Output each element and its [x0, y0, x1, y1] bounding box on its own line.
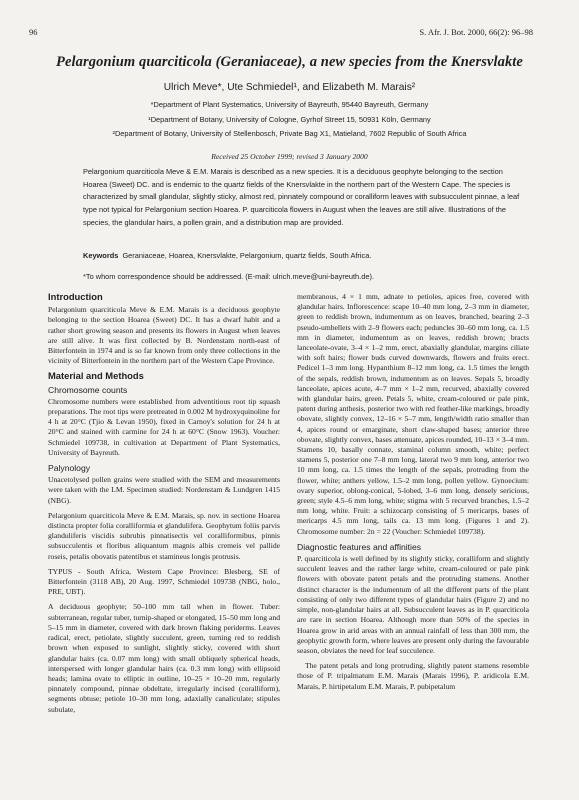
received-dates: Received 25 October 1999; revised 3 January 2000	[211, 152, 368, 161]
diagnostic-heading: Diagnostic features and affinities	[297, 541, 422, 552]
abstract: Pelargonium quarciticola Meve & E.M. Marais is described as a new species. It is a deciduous geophyte belonging to the section Hoarea (Sweet) DC. and is endemic to the quartz fields of the Knersvlakte in the northern part of the Western Cape. The species is characterized by small glandular, slightly sticky, almost red, pinnately compound or coralliform leaves with subsucculent pinnae, a leaf type not typical for Pelargonium section Hoarea. P. quarciticola flowers in August when the leaves are still alive. Illustrations of the species, the glandular hairs, a pollen grain, and a distribution map are provided.	[83, 167, 520, 227]
affiliation-1: *Department of Plant Systematics, University of Bayreuth, 95440 Bayreuth, Germany	[150, 100, 429, 109]
description-continued: membranous, 4 × 1 mm, adnate to petioles, apices free, covered with glandular hairs. Inflorescence: scape 10–40 mm long, 2–3 mm in diameter, green to reddish brown, indumentum as on leaves, branched, bearing 2–3 pseudo-umbellets with 2–9 flowers each; peduncles 30–60 mm long, ca. 1.5 mm in diameter, indumentum as on leaves, reddish brown; bracts lanceolate-ovate, 3–4 × 1–2 mm, erect, abaxially glandular, margins ciliate with soft hairs; flower buds curved downwards, flowers and fruits erect. Pedicel 1–3 mm long. Hypanthium 8–12 mm long, ca. 1.5 times the length of the sepals, reddish brown, indumentum as on leaves. Sepals 5, broadly lanceolate, apices acute, 4–7 mm × 1–2 mm, recurved, abaxially covered with glandular hairs, green. Petals 5, white, cream-coloured or pale pink, patent during anthesis, posterior two with red feather-like markings, broadly obovate, slightly convex, 12–16 × 5–7 mm, length/width ratio smaller than 4, apices round or emarginate, short claw-shaped bases; anterior three obovate, slightly convex, bases attenuate, apices rounded, 10–13 × 3–4 mm. Stamens 10, basally connate, staminal column smooth, white; perfect stamens 5, posterior one 7–8 mm long, lateral two 9 mm long, anterior two 10 mm long, ca. 1.5 times the length of the sepals, protruding from the flower, white; anthers yellow, 1.5–2 mm long, pollen yellow. Gynoecium: ovary superior, oblong-conical, 5-lobed, 3–6 mm long, densely sericious, green; style 4.5–6 mm long, white; stigma with 5 recurved branches, 1.5–2 mm long, white. Fruit: a schizocarp consisting of 5 mericarps, bases of mericarps 4.5 mm long, tails ca. 13 mm long. (Figures 1 and 2). Chromosome number: 2n = 22 (Voucher: Schmiedel 109738).	[297, 292, 529, 536]
palynology-paragraph: Unacetolysed pollen grains were studied with the SEM and measurements were taken with the LM. Specimen studied: Nordenstam & Lundgren 1415 (NBG).	[48, 475, 280, 505]
keywords-text: Geraniaceae, Hoarea, Knersvlakte, Pelargonium, quartz fields, South Africa.	[122, 251, 372, 260]
keywords-label: Keywords	[83, 251, 119, 260]
left-column	[48, 292, 280, 720]
right-column	[297, 292, 529, 697]
typus-paragraph: TYPUS - South Africa, Western Cape Province: Blesberg, SE of Bitterfontein (3118 AB), 20 Aug. 1997, Schmiedel 109738 (NBG, holo., PRE, UBT).	[48, 566, 280, 597]
intro-paragraph: Pelargonium quarciticola Meve & E.M. Marais is a deciduous geophyte belonging to the section Hoarea (Sweet) DC. It has a dwarf habit and a rather short growing season and presents its flowers in August when leaves are still alive. It was first collected by B. Nordenstam north-east of Bitterfontein in 1974 and is so far known from only three collections in the vicinity of Bitterfontein in the northern part of the Western Cape Province.	[48, 305, 280, 366]
chromosome-paragraph: Chromosome numbers were established from adventitious root tip squash preparations. The root tips were pretreated in 0.002 M hydroxyquinoline for 4 h at 20°C (Tjio & Levan 1950), fixed in Carnoy's solution for 24 h at 20°C and stained with carmine for 24 h at 60°C (Snow 1963). Voucher: Schmiedel 109738, in cultivation at Department of Plant Systematics, University of Bayreuth.	[48, 396, 280, 457]
article-title: Pelargonium quarciticola (Geraniaceae), a new species from the Knersvlakte	[56, 54, 523, 70]
diagnostic-paragraph-2: The patent petals and long protruding, slightly patent stamens resemble those of P. tripalmatum E.M. Marais (Marais 1996), P. aridicola E.M. Marais, P. hirtipetalum E.M. Marais, P. pubipetalum	[297, 661, 529, 691]
latin-diagnosis: Pelargonium quarciticola Meve & E.M. Marais, sp. nov. in sectione Hoarea distincta propter folia coralliformia et glandulifera. Geophytum foliis parvis glanduliferis viscidis subrubis pinnatisectis vel coralliformibus, pinnis subsucculentis et floribus aliquantum magnis albis cremeis vel pallide roseis, petalis obovatis patentibus et stamineus longis protrusis.	[48, 510, 280, 561]
description-paragraph: A deciduous geophyte; 50–100 mm tall when in flower. Tuber: subterranean, regular tuber, turnip-shaped or elongated, 15–50 mm long and 5–15 mm in diameter, covered with dark brown flaking periderms. Leaves radical, erect, petiolate, slightly succulent, green, turning red to reddish brown when exposed to sunlight, slightly sticky, covered with short glandular hairs (ca. 0.07 mm long) with small obliquely spherical heads, interspersed with longer glandular hairs (ca. 0.3 mm long) with ellipsoid heads; lamina ovate to elliptic in outline, 10–25 × 10–20 mm, regularly pinnately compound, pinnae obdeltate, irregularly incised (coralliform), segments obtuse; petiole 10–30 mm long, adaxially canaliculate; stipules subulate,	[48, 602, 280, 714]
author-list: Ulrich Meve*, Ute Schmiedel¹, and Elizabeth M. Marais²	[163, 82, 416, 93]
diagnostic-paragraph-1: P. quarciticola is well defined by its slightly sticky, coralliform and slightly succulent leaves and the rather large white, cream-coloured or pale pink flowers with obovate patent petals and the protruding stamens. Another distinct character is the indumentum of all the different parts of the plant consisting of only two different types of glandular hairs (Figure 2) and no simple, non-glandular hairs at all. Subsucculent leaves as in P. quarciticola are rare in section Hoarea. Although more than 50% of the species in Hoarea grow in arid areas with an annual rainfall of less than 300 mm, the geophytic growth form, where leaves are present only during the favourable season, obviates the need for leaf succulence.	[297, 554, 529, 655]
keywords	[83, 250, 528, 261]
intro-heading: Introduction	[48, 291, 103, 302]
page-number: 96	[29, 27, 38, 37]
palynology-heading: Palynology	[48, 463, 91, 474]
correspondence-note: *To whom correspondence should be addressed. (E-mail: ulrich.meve@uni-bayreuth.de).	[83, 272, 374, 281]
chromosome-heading: Chromosome counts	[48, 384, 128, 395]
affiliation-3: ²Department of Botany, University of Stellenbosch, Private Bag X1, Matieland, 7602 Republic of South Africa	[112, 129, 467, 138]
journal-citation: S. Afr. J. Bot. 2000, 66(2): 96–98	[419, 27, 533, 37]
methods-heading: Material and Methods	[48, 370, 144, 382]
affiliation-2: ¹Department of Botany, University of Cologne, Gyrhof Street 15, 50931 Köln, Germany	[148, 115, 431, 124]
